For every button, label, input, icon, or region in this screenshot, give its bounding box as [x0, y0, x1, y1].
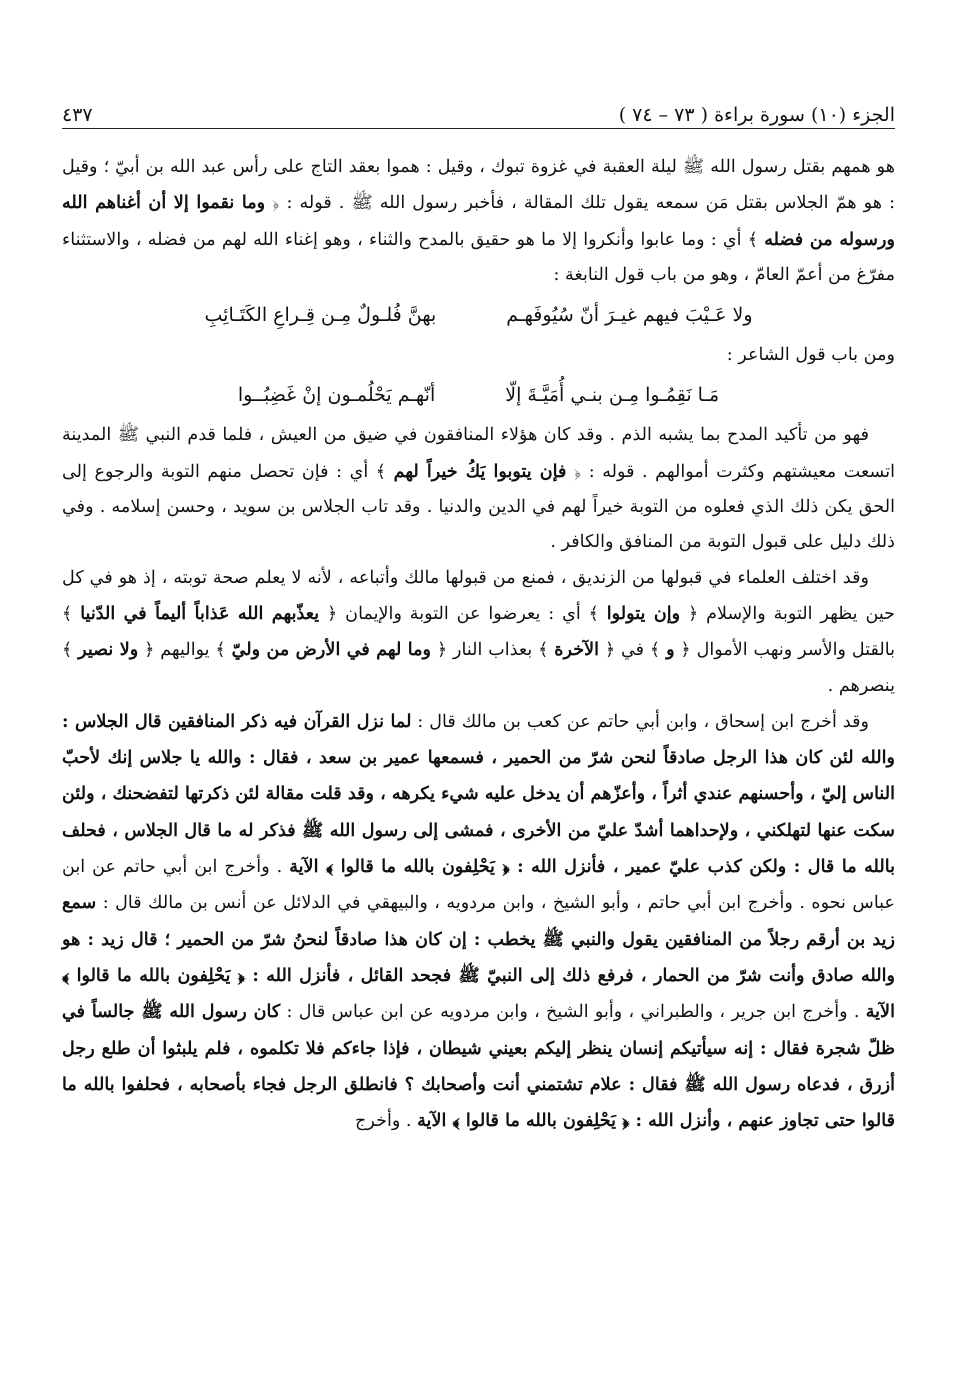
paragraph — [62, 704, 895, 1140]
text-run: ومن باب قول الشاعر : — [726, 345, 895, 366]
verse-second-hemistich: أنّهـم يَحْلُمـون إنْ غَضِبُــوا — [237, 384, 436, 407]
verse-first-hemistich: ولا عَـيْبَ فيهم غيـرَ أنّ سُيُوفَهـم — [506, 304, 753, 327]
emphasized-text: سمع زيد بن أرقم رجلاً من المنافقين يقول والنبي ﷺ يخطب : إن كان هذا صادقاً لنحنُ شرّ من الحمير ؛ قال زيد : هو والله صادق وأنت شرّ من الحمار ، فرفع ذلك إلى النبيّ ﷺ فجحد القائل ، فأنزل الله : ﴿ يَحْلِفون بالله ما قالوا ﴾ الآية — [62, 892, 895, 1023]
verse-first-hemistich: مَـا نَقِمُـوا مِـن بنـي أُمَيَّـةَ إلّا — [505, 384, 720, 407]
text-run: ﴾ بالقتل والأسر ونهب الأموال ﴿ — [62, 603, 895, 661]
paragraph — [62, 561, 895, 704]
text-run: . وأخرج ابن جرير ، والطبراني ، وأبو الشيخ ، وابن مردويه عن ابن عباس قال : — [280, 1002, 866, 1023]
text-run: ﴾ يواليهم ﴿ — [138, 640, 232, 661]
text-run: وقد أخرج ابن إسحاق ، وابن أبي حاتم عن كعب بن مالك قال : — [411, 711, 869, 732]
emphasized-text: فإن يتوبوا يَكُ خيراً لهم — [393, 460, 567, 482]
text-run: ﴾ أي : وما عابوا وأنكروا إلا ما هو حقيق بالمدح والثناء ، وهو إغناء الله لهم من فضله ، والاستثناء مفرّغ من أعمّ العامّ ، وهو من باب قول النابغة : — [62, 229, 895, 285]
paragraph — [62, 418, 895, 560]
emphasized-text: وإن يتولوا — [606, 602, 681, 624]
verse-second-hemistich: بهنَّ فُلـولٌ مِـن قِـراعِ الكَتَـائِبِ — [204, 304, 437, 327]
text-run: وقد اختلف العلماء في قبولها من الزنديق ، فمنع من قبولها مالك وأتباعه ، لأنه لا يعلم صحة توبته ، إذ هو في كل حين يظهر التوبة والإسلام ﴿ — [62, 567, 896, 624]
emphasized-text: كان رسول الله ﷺ جالساً في ظلّ شجرة فقال : إنه سيأتيكم إنسان ينظر إليكم بعيني شيطان ، فإذا جاءكم فلا تكلموه ، فلم يلبثوا أن طلع رجل أزرق ، فدعاه رسول الله ﷺ فقال : علام تشتمني أنت وأصحابك ؟ فانطلق الرجل فجاء بأصحابه ، فحلفوا بالله ما قالوا حتى تجاوز عنهم ، وأنزل الله : ﴿ يَحْلِفون بالله ما قالوا ﴾ الآية — [62, 1001, 895, 1132]
text-run: ﴾ في ﴿ — [599, 640, 667, 661]
text-run: . وأخرج ابن أبي حاتم عن ابن عباس نحوه . وأخرج ابن أبي حاتم ، وأبو الشيخ ، وابن مردويه ، والبيهقي في الدلائل عن أنس بن مالك قال : — [62, 857, 895, 914]
text-run: ﴾ أي : يعرضوا عن التوبة والإيمان ﴿ — [319, 603, 607, 624]
text-run: ﴾ بعذاب النار ﴿ — [431, 640, 555, 661]
text-run: ﴾ ينصرهم . — [62, 640, 895, 696]
running-title: الجزء (١٠) سورة براءة ( ٧٣ – ٧٤ ) — [618, 104, 895, 126]
emphasized-text: يعذّبهم الله عَذاباً أليماً في الدّنيا — [80, 602, 320, 624]
paragraph — [62, 338, 895, 373]
text-run: ﴾ أي : فإن تحصل منهم التوبة والرجوع إلى الحق يكن ذلك الذي فعلوه من التوبة خيراً لهم في الدين والدنيا . وقد تاب الجلاس بن سويد ، وحسن إسلامه . وفي ذلك دليل على قبول التوبة من المنافق والكافر . — [62, 461, 895, 553]
emphasized-text: وما لهم في الأرض من وليّ — [231, 639, 431, 661]
page-body — [62, 150, 895, 1139]
emphasized-text: و — [666, 639, 675, 661]
page-header — [62, 96, 895, 129]
poetry-verse — [62, 373, 895, 418]
page-number: ٤٣٧ — [62, 104, 93, 126]
poetry-verse — [62, 293, 895, 338]
emphasized-text: الآخرة — [554, 639, 600, 661]
text-run: فهو من تأكيد المدح بما يشبه الذم . وقد كان هؤلاء المنافقون في ضيق من العيش ، فلما قدم النبي ﷺ المدينة اتسعت معيشتهم وكثرت أموالهم . قوله : ﴿ — [62, 425, 895, 482]
emphasized-text: وما نقموا إلا أن أغناهم الله ورسوله من فضله — [62, 192, 895, 250]
emphasized-text: ولا نصير — [78, 639, 139, 661]
text-run: . وأخرج — [355, 1111, 418, 1132]
paragraph — [62, 150, 895, 293]
text-run: هو همهم بقتل رسول الله ﷺ ليلة العقبة في غزوة تبوك ، وقيل : هموا بعقد التاج على رأس عبد الله بن أبيّ ؛ وقيل : هو همّ الجلاس بقتل مَن سمعه يقول تلك المقالة ، فأخبر رسول الله ﷺ . قوله : ﴿ — [62, 157, 895, 214]
emphasized-text: لما نزل القرآن فيه ذكر المنافقين قال الجلاس : والله لئن كان هذا الرجل صادقاً لنحن شرّ من الحمير ، فسمعها عمير بن سعد ، فقال : والله يا جلاس إنك لأحبّ الناس إليّ ، وأحسنهم عندي أثراً ، وأعزّهم أن يدخل عليه شيء يكرهه ، وقد قلت مقالة لئن ذكرتها لتفضحنك ، ولئن سكت عنها لتهلكني ، ولإحداهما أشدّ عليّ من الأخرى ، فمشى إلى رسول الله ﷺ فذكر له ما قال الجلاس ، فحلف بالله ما قال : ولكن كذب عليّ عمير ، فأنزل الله : ﴿ يَحْلِفون بالله ما قالوا ﴾ الآية — [62, 710, 895, 878]
